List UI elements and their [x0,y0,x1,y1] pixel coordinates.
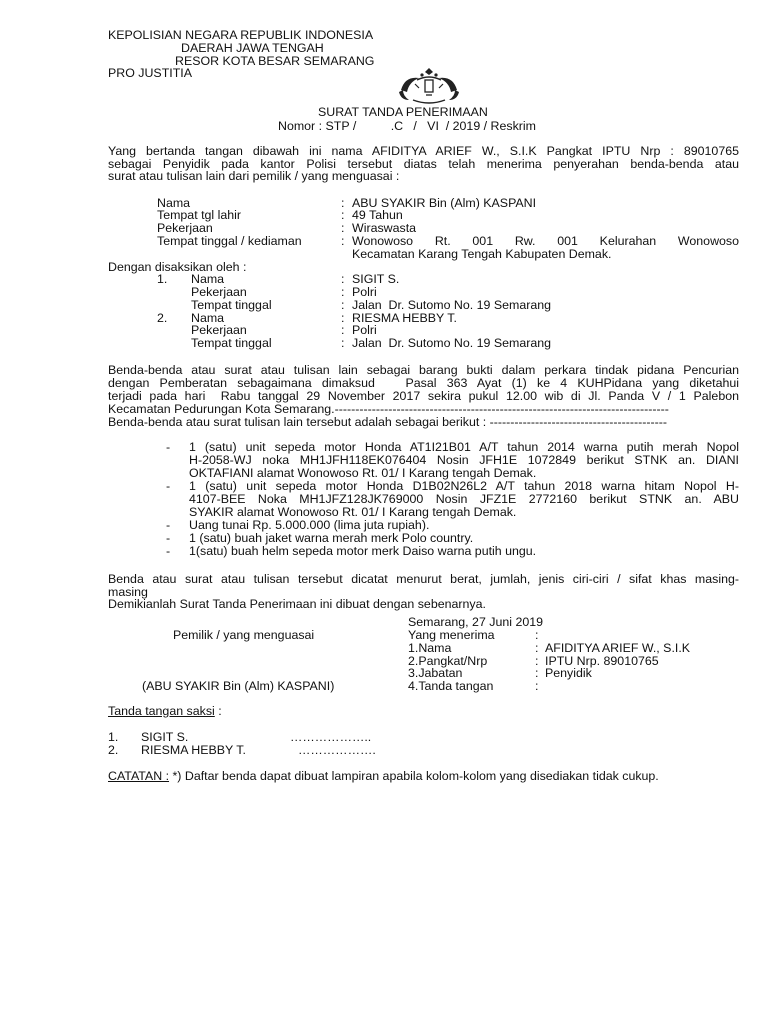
owner-nama-label: Nama [157,196,191,210]
witness-2-pekerjaan-colon: : [341,323,345,337]
witnesses-intro: Dengan disaksikan oleh : [108,260,247,274]
witness-1-nama-label: Nama [191,272,225,286]
receiver-nama-value: AFIDITYA ARIEF W., S.I.K [545,641,691,655]
receiver-pangkat-value: IPTU Nrp. 89010765 [545,654,659,668]
receiver-label: Yang menerima [408,628,495,642]
witness-sign-2-name: RIESMA HEBBY T. [141,743,246,757]
case-line-5: Benda-benda atau surat tulisan lain tersebut adalah sebagai berikut : ------------------------------------------- [108,416,668,429]
case-line-3: terjadi pada hari Rabu tanggal 29 November 2017 sekira pukul 12.00 wib di Jl. Panda V / 1 Palebon [108,389,739,403]
witness-2-tinggal: Jalan Dr. Sutomo No. 19 Semarang [352,336,552,350]
intro-line-3: surat atau tulisan lain dari pemilik / yang menguasai : [108,169,400,183]
closing-line-3: Demikianlah Surat Tanda Penerimaan ini dibuat dengan sebenarnya. [108,597,486,611]
document-title: SURAT TANDA PENERIMAAN [318,105,488,119]
header-region: DAERAH JAWA TENGAH [181,41,324,55]
item-1-line-2: H-2058-WJ noka MH1JFH118EK076404 Nosin JFH1E 1072849 berikut STNK an. DIANI [189,453,739,467]
receiver-ttd-label: 4.Tanda tangan [408,679,494,693]
header-institution: KEPOLISIAN NEGARA REPUBLIK INDONESIA [108,28,374,42]
item-2-line-3: SYAKIR alamat Wonowoso Rt. 01/ I Karang tengah Demak. [189,505,517,519]
witness-1-pekerjaan-label: Pekerjaan [191,285,247,299]
item-4-bullet: - [166,531,171,545]
witness-2-tinggal-label: Tempat tinggal [191,336,272,350]
owner-nama-colon: : [341,196,345,210]
case-line-4: Kecamatan Pedurungan Kota Semarang.--------------------------------------------------------------------------------- [108,403,669,416]
owner-ttl-label: Tempat tgl lahir [157,208,242,222]
witness-2-nama: RIESMA HEBBY T. [352,311,457,325]
item-3-text: Uang tunai Rp. 5.000.000 (lima juta rupiah). [189,518,430,532]
receiver-jabatan-label: 3.Jabatan [408,666,463,680]
item-2-line-1: 1 (satu) unit sepeda motor Honda D1B02N26L2 A/T tahun 2018 warna hitam Nopol H- [189,479,739,493]
item-5-text: 1(satu) buah helm sepeda motor merk Daiso warna putih ungu. [189,544,537,558]
owner-ttl-value: 49 Tahun [352,208,403,222]
witness-1-pekerjaan-colon: : [341,285,345,299]
case-line-1: Benda-benda atau surat atau tulisan lain sebagai barang bukti dalam perkara tindak pidana Pencurian [108,363,739,377]
witness-sign-1-number: 1. [108,730,119,744]
witness-sign-2-dots: ………………. [298,743,376,757]
witness-2-number: 2. [157,311,168,325]
owner-tinggal-colon: : [341,234,345,248]
witness-1-tinggal: Jalan Dr. Sutomo No. 19 Semarang [352,298,552,312]
intro-line-2: sebagai Penyidik pada kantor Polisi tersebut diatas telah menerima penyerahan benda-benda atau [108,157,739,171]
police-emblem-icon [395,66,463,104]
receiver-jabatan-value: Penyidik [545,666,592,680]
owner-nama-value: ABU SYAKIR Bin (Alm) KASPANI [352,196,537,210]
witness-signature-title-colon: : [214,704,222,718]
item-4-text: 1 (satu) buah jaket warna merah merk Polo country. [189,531,474,545]
item-1-line-3: OKTAFIANI alamat Wonowoso Rt. 01/ I Karang tengah Demak. [189,466,537,480]
witness-2-nama-colon: : [341,311,345,325]
witness-signature-title [108,705,222,718]
receiver-jabatan-colon: : [535,666,539,680]
header-resor: RESOR KOTA BESAR SEMARANG [175,54,375,68]
witness-2-nama-label: Nama [191,311,225,325]
document-number: Nomor : STP / .C / VI / 2019 / Reskrim [278,119,536,133]
item-1-line-1: 1 (satu) unit sepeda motor Honda AT1I21B01 A/T tahun 2014 warna putih merah Nopol [189,440,739,454]
witness-2-pekerjaan: Polri [352,323,377,337]
owner-pekerjaan-colon: : [341,221,345,235]
item-2-bullet: - [166,479,171,493]
owner-signature-label: Pemilik / yang menguasai [173,628,315,642]
signature-date: Semarang, 27 Juni 2019 [408,615,544,629]
closing-line-1: Benda atau surat atau tulisan tersebut dicatat menurut berat, jumlah, jenis ciri-ciri / sifat khas masing- [108,572,739,586]
witness-1-nama-colon: : [341,272,345,286]
receiver-nama-label: 1.Nama [408,641,452,655]
owner-pekerjaan-value: Wiraswasta [352,221,417,235]
witness-1-tinggal-colon: : [341,298,345,312]
item-2-line-2: 4107-BEE Noka MH1JFZ128JK769000 Nosin JFZ1E 2772160 berikut STNK an. ABU [189,492,739,506]
note-text: *) Daftar benda dapat dibuat lampiran apabila kolom-kolom yang disediakan tidak cukup. [169,769,659,783]
note [108,770,659,783]
closing-line-2: masing [108,585,148,599]
witness-sign-1-dots: ……………….. [290,730,372,744]
receiver-ttd-colon: : [535,679,539,693]
witness-1-pekerjaan: Polri [352,285,377,299]
receiver-pangkat-label: 2.Pangkat/Nrp [408,654,488,668]
witness-2-pekerjaan-label: Pekerjaan [191,323,247,337]
receiver-colon: : [535,628,539,642]
receiver-nama-colon: : [535,641,539,655]
note-label: CATATAN : [108,769,170,783]
owner-tinggal-value-2: Kecamatan Karang Tengah Kabupaten Demak. [352,247,612,261]
witness-sign-2-number: 2. [108,743,119,757]
witness-2-tinggal-colon: : [341,336,345,350]
intro-line-1: Yang bertanda tangan dibawah ini nama AFIDITYA ARIEF W., S.I.K Pangkat IPTU Nrp : 89010765 [108,144,739,158]
witness-sign-1-name: SIGIT S. [141,730,189,744]
owner-pekerjaan-label: Pekerjaan [157,221,213,235]
owner-tinggal-label: Tempat tinggal / kediaman [157,234,302,248]
item-1-bullet: - [166,440,171,454]
witness-1-number: 1. [157,272,168,286]
owner-signature-name: (ABU SYAKIR Bin (Alm) KASPANI) [142,679,335,693]
witness-1-tinggal-label: Tempat tinggal [191,298,272,312]
item-3-bullet: - [166,518,171,532]
owner-tinggal-value-1: Wonowoso Rt. 001 Rw. 001 Kelurahan Wonowoso [352,234,739,248]
witness-signature-title-text: Tanda tangan saksi [108,704,215,718]
witness-1-nama: SIGIT S. [352,272,400,286]
header-pro-justitia: PRO JUSTITIA [108,66,192,80]
receiver-pangkat-colon: : [535,654,539,668]
item-5-bullet: - [166,544,171,558]
owner-ttl-colon: : [341,208,345,222]
case-line-2: dengan Pemberatan sebagaimana dimaksud Pasal 363 Ayat (1) ke 4 KUHPidana yang diketahui [108,376,739,390]
